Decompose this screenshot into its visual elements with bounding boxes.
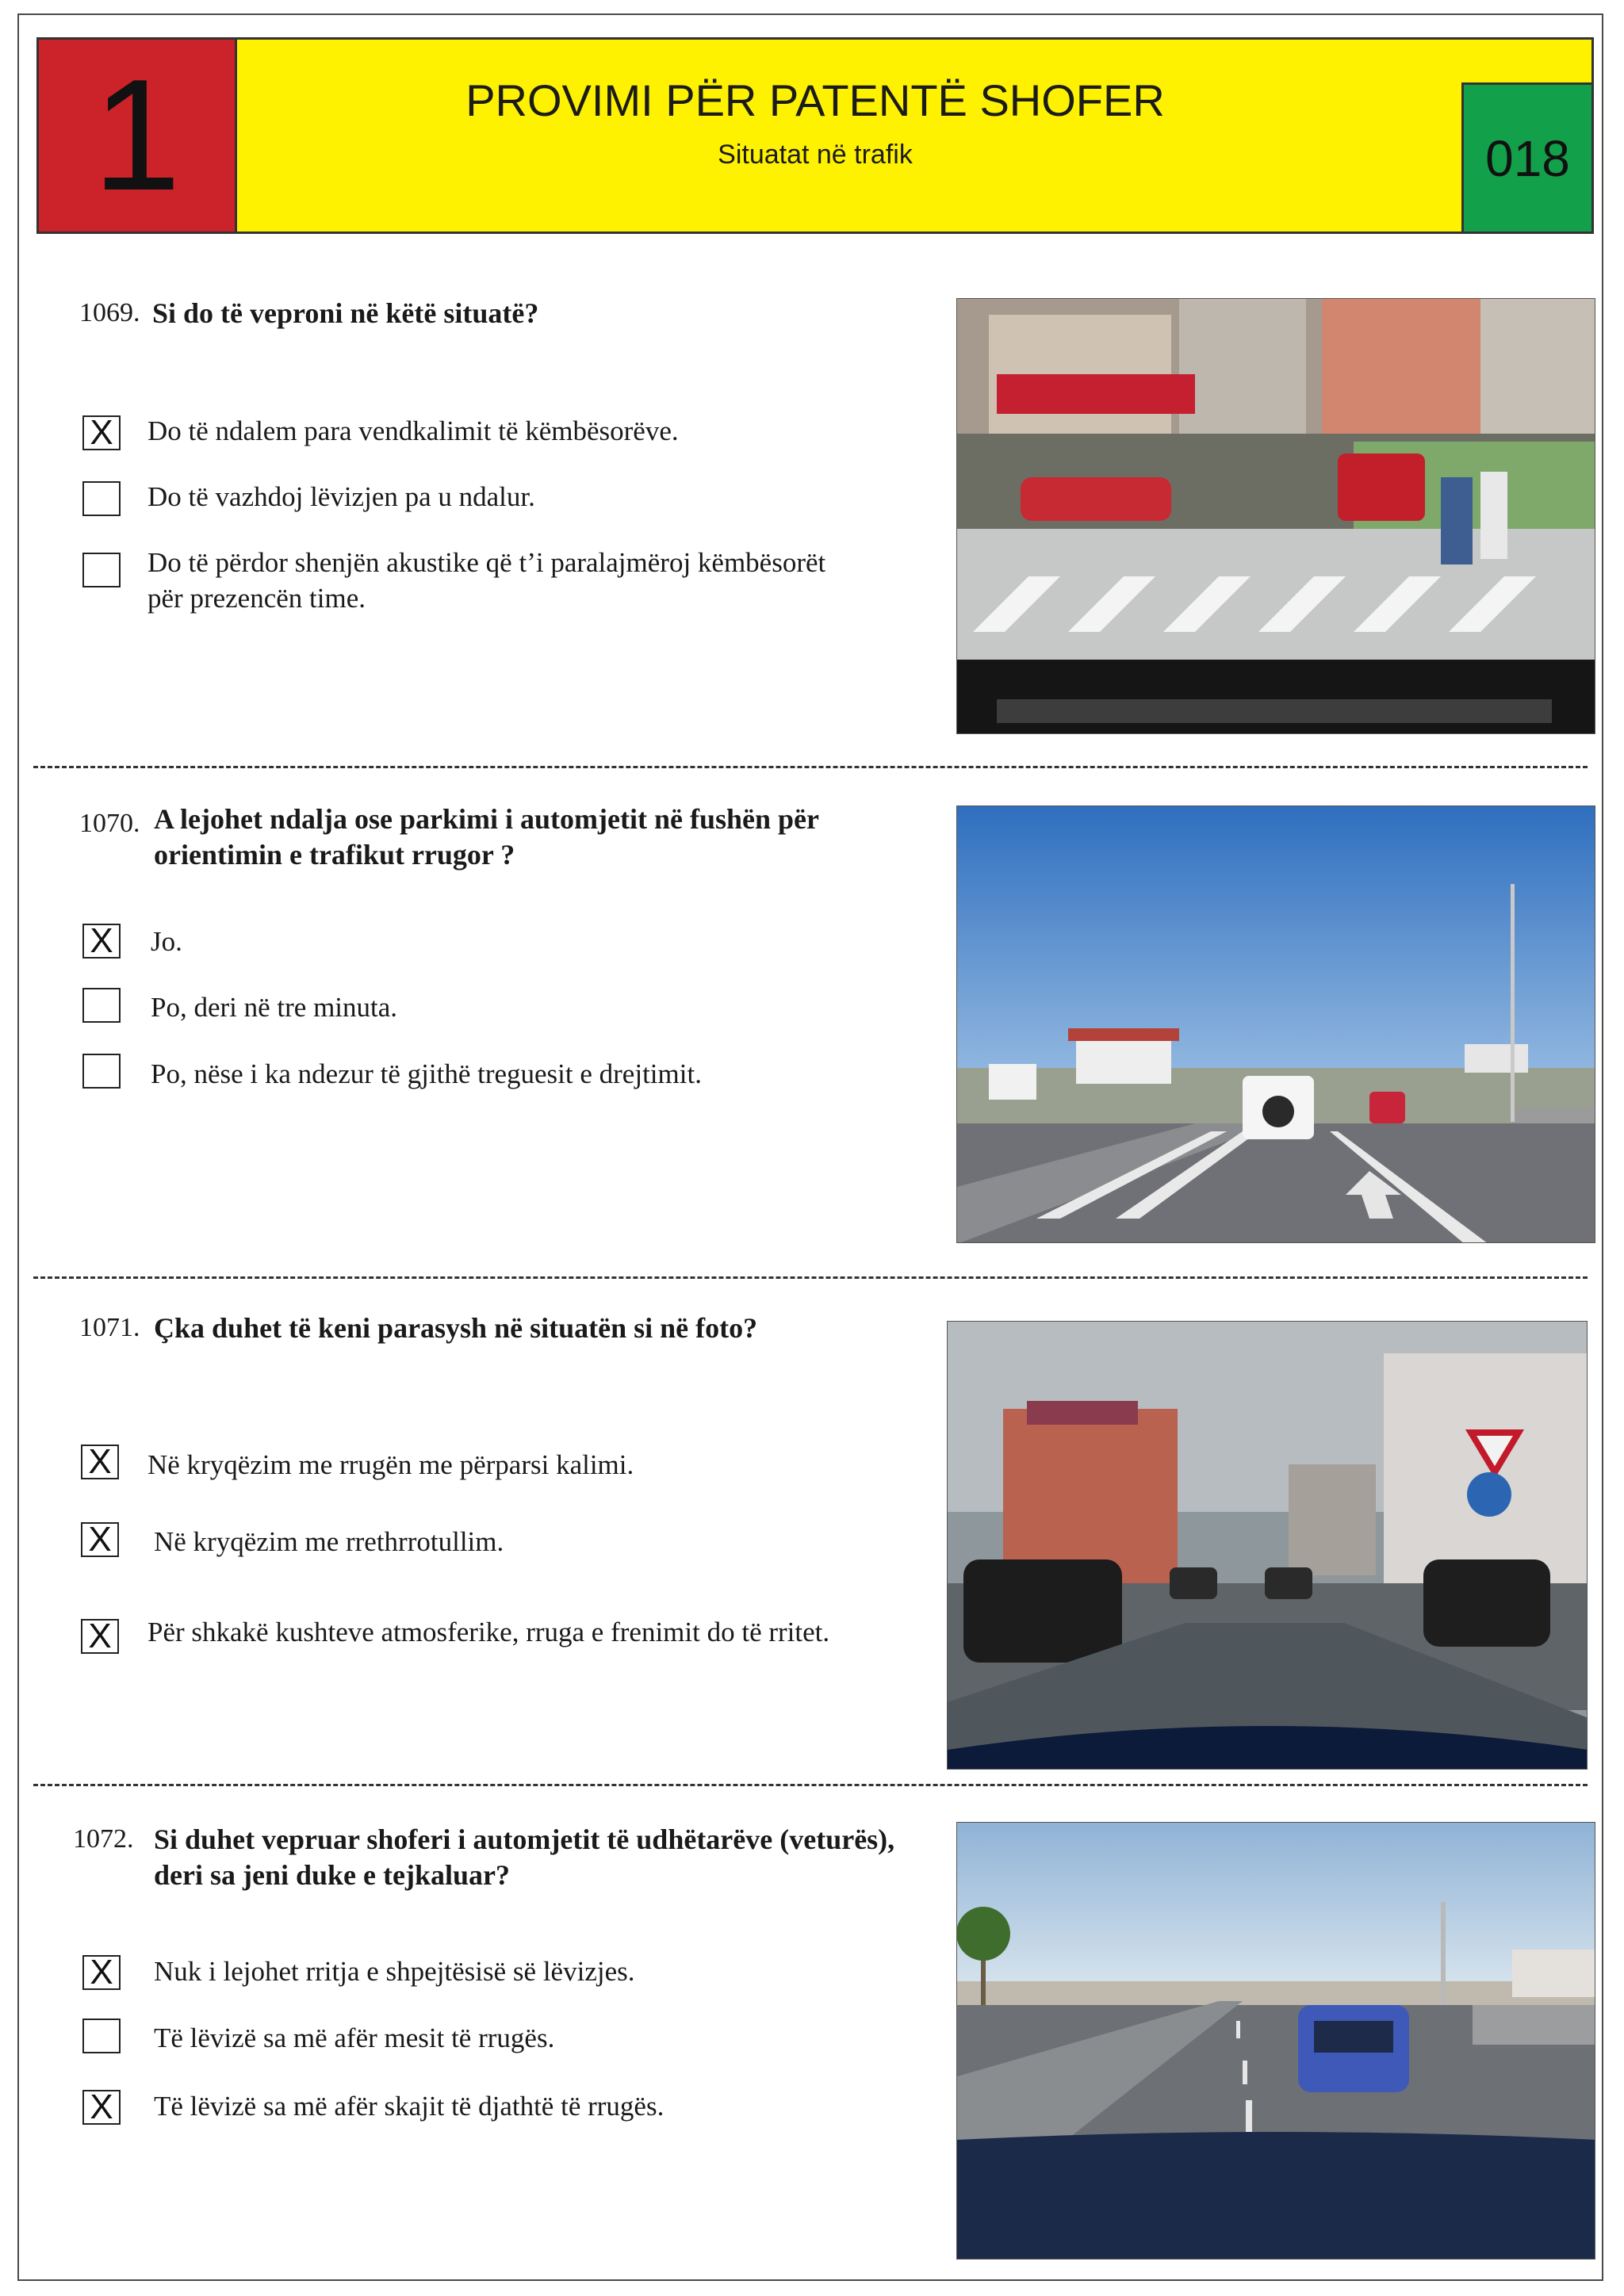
answer-checkbox[interactable]: X [81, 1522, 119, 1557]
answer-checkbox[interactable]: X [82, 924, 121, 959]
street-crosswalk-photo [956, 298, 1595, 734]
answer-checkbox[interactable]: X [81, 1445, 119, 1479]
question-text: A lejohet ndalja ose parkimi i automjetit në fushën për [154, 803, 819, 835]
question-text-line2: deri sa jeni duke e tejkaluar? [154, 1859, 510, 1891]
answer-text: Do të ndalem para vendkalimit të këmbësorëve. [147, 415, 679, 446]
question-number: 1069. [79, 298, 140, 327]
question-number: 1072. [73, 1824, 134, 1854]
answer-text-line2: për prezencën time. [147, 583, 366, 614]
answer-text: Po, nëse i ka ndezur të gjithë treguesit e drejtimit. [151, 1058, 702, 1089]
section-divider [33, 1784, 1588, 1786]
question-text: Si do të veproni në këtë situatë? [152, 297, 539, 329]
answer-text: Të lëvizë sa më afër mesit të rrugës. [154, 2022, 555, 2053]
answer-checkbox[interactable] [82, 988, 121, 1023]
question-text-line2: orientimin e trafikut rrugor ? [154, 839, 515, 871]
answer-text: Nuk i lejohet rritja e shpejtësisë së lëvizjes. [154, 1956, 635, 1987]
exam-header [36, 37, 1594, 234]
answer-text: Të lëvizë sa më afër skajit të djathtë të rrugës. [154, 2091, 665, 2122]
page-title: PROVIMI PËR PATENTË SHOFER [465, 75, 1165, 125]
answer-checkbox[interactable]: X [81, 1619, 119, 1654]
answer-text: Do të vazhdoj lëvizjen pa u ndalur. [147, 481, 535, 512]
answer-text: Për shkakë kushteve atmosferike, rruga e frenimit do të rritet. [147, 1617, 830, 1647]
sheet-number: 1 [92, 47, 182, 224]
answer-checkbox[interactable] [82, 553, 121, 587]
section-divider [33, 766, 1588, 768]
page-subtitle: Situatat në trafik [718, 140, 913, 170]
question-text: Çka duhet të keni parasysh në situatën si në foto? [154, 1312, 758, 1344]
answer-checkbox[interactable]: X [82, 2090, 121, 2125]
highway-lane-photo [956, 806, 1595, 1243]
overtaking-car-photo [956, 1822, 1595, 2260]
answer-text: Jo. [151, 926, 182, 957]
answer-checkbox[interactable]: X [82, 1955, 121, 1990]
answer-text: Do të përdor shenjën akustike që t’i paralajmëroj këmbësorët [147, 547, 826, 578]
question-text: Si duhet vepruar shoferi i automjetit të udhëtarëve (veturës), [154, 1823, 895, 1855]
answer-checkbox[interactable]: X [82, 415, 121, 450]
answer-text: Në kryqëzim me rrethrrotullim. [154, 1526, 504, 1557]
question-number: 1070. [79, 809, 140, 838]
section-divider [33, 1276, 1588, 1279]
test-code-badge: 018 [1461, 82, 1591, 232]
answer-checkbox[interactable] [82, 2019, 121, 2053]
answer-checkbox[interactable] [82, 1054, 121, 1089]
answer-text: Në kryqëzim me rrugën me përparsi kalimi. [147, 1449, 634, 1480]
answer-checkbox[interactable] [82, 481, 121, 516]
sheet-number-box [39, 40, 237, 232]
answer-text: Po, deri në tre minuta. [151, 992, 398, 1023]
question-number: 1071. [79, 1313, 140, 1342]
rainy-windshield-photo [947, 1321, 1588, 1770]
